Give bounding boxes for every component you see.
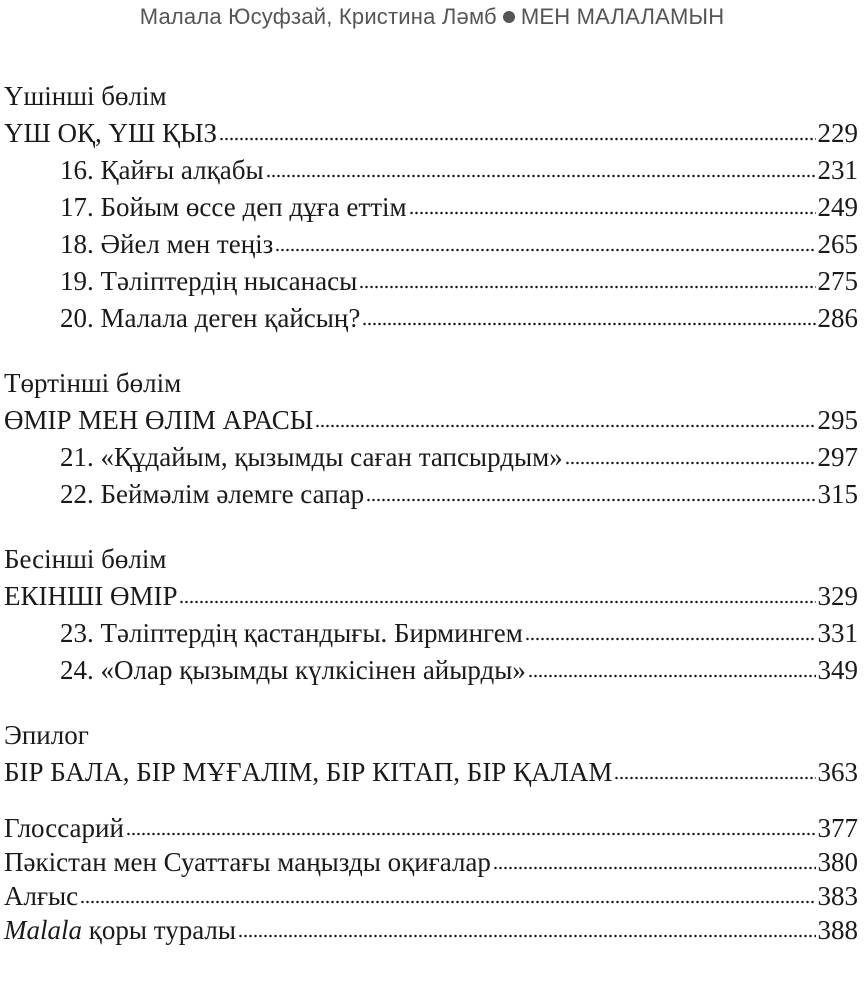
toc-entry-chapter[interactable] bbox=[4, 189, 858, 226]
toc-section-part-3 bbox=[4, 78, 858, 337]
dot-leader bbox=[366, 497, 815, 503]
toc-section-part-4 bbox=[4, 365, 858, 513]
running-head bbox=[0, 4, 864, 30]
toc-section-back-matter bbox=[4, 811, 858, 947]
table-of-contents bbox=[4, 78, 858, 975]
dot-leader bbox=[614, 775, 815, 781]
entry-page-number: 377 bbox=[817, 813, 858, 843]
dot-leader bbox=[525, 636, 816, 642]
entry-page-number: 231 bbox=[817, 155, 858, 185]
entry-title: 24. «Олар қызымды күлкісінен айырды» bbox=[60, 655, 526, 685]
part-label: Үшінші бөлім bbox=[4, 81, 167, 111]
entry-title: 16. Қайғы алқабы bbox=[60, 155, 264, 185]
entry-title: 18. Әйел мен теңіз bbox=[60, 229, 274, 259]
part-label: Эпилог bbox=[4, 720, 89, 750]
entry-page-number: 380 bbox=[817, 847, 858, 877]
entry-title: 17. Бойым өссе деп дұға еттім bbox=[60, 192, 407, 222]
running-head-book-title: МЕН МАЛАЛАМЫН bbox=[520, 4, 725, 29]
entry-page-number: 388 bbox=[817, 915, 858, 945]
entry-page-number: 315 bbox=[817, 479, 858, 509]
dot-leader bbox=[266, 173, 816, 179]
toc-entry-chapter[interactable] bbox=[4, 652, 858, 689]
toc-section-part-5 bbox=[4, 541, 858, 689]
dot-leader bbox=[275, 247, 815, 253]
toc-entry-chapter[interactable] bbox=[4, 226, 858, 263]
dot-leader bbox=[179, 599, 815, 605]
part-label: Бесінші бөлім bbox=[4, 544, 167, 574]
entry-page-number: 329 bbox=[817, 581, 858, 611]
toc-entry-part-title[interactable] bbox=[4, 578, 858, 615]
entry-title: 19. Тәліптердің нысанасы bbox=[60, 266, 358, 296]
toc-entry-chapter[interactable] bbox=[4, 152, 858, 189]
entry-title bbox=[4, 913, 236, 947]
toc-entry-back-matter[interactable] bbox=[4, 879, 858, 913]
toc-entry-part-title[interactable] bbox=[4, 402, 858, 439]
entry-title: 23. Тәліптердің қастандығы. Бирмингем bbox=[60, 618, 523, 648]
dot-leader bbox=[493, 865, 816, 871]
toc-entry-part-title[interactable] bbox=[4, 754, 858, 791]
toc-entry-chapter[interactable] bbox=[4, 439, 858, 476]
entry-title: Алғыс bbox=[4, 881, 79, 911]
toc-entry-back-matter[interactable] bbox=[4, 811, 858, 845]
toc-entry-part-title[interactable] bbox=[4, 115, 858, 152]
entry-page-number: 229 bbox=[817, 118, 858, 148]
dot-leader bbox=[409, 210, 816, 216]
toc-entry-chapter[interactable] bbox=[4, 263, 858, 300]
dot-leader bbox=[528, 673, 816, 679]
toc-section-epilogue bbox=[4, 717, 858, 791]
entry-title: ЕКІНШІ ӨМІР bbox=[4, 581, 178, 611]
dot-leader bbox=[565, 460, 816, 466]
entry-page-number: 331 bbox=[817, 618, 858, 648]
entry-title: Глоссарий bbox=[4, 813, 124, 843]
entry-title: 21. «Құдайым, қызымды саған тапсырдым» bbox=[60, 442, 563, 472]
dot-leader bbox=[238, 933, 815, 939]
bullet-dot-icon bbox=[503, 11, 515, 23]
entry-page-number: 383 bbox=[817, 881, 858, 911]
dot-leader bbox=[219, 136, 815, 142]
dot-leader bbox=[126, 831, 816, 837]
entry-page-number: 286 bbox=[817, 303, 858, 333]
entry-title: ҮШ ОҚ, ҮШ ҚЫЗ bbox=[4, 118, 218, 148]
running-head-authors: Малала Юсуфзай, Кристина Ләмб bbox=[139, 4, 497, 29]
toc-entry-back-matter[interactable] bbox=[4, 845, 858, 879]
entry-title: Пәкістан мен Суаттағы маңызды оқиғалар bbox=[4, 847, 491, 877]
toc-entry-back-matter[interactable] bbox=[4, 913, 858, 947]
dot-leader bbox=[359, 284, 815, 290]
entry-title: ӨМІР МЕН ӨЛІМ АРАСЫ bbox=[4, 405, 314, 435]
entry-title: БІР БАЛА, БІР МҰҒАЛІМ, БІР КІТАП, БІР ҚАЛАМ bbox=[4, 757, 613, 787]
dot-leader bbox=[362, 321, 815, 327]
entry-title-italic: Malala bbox=[4, 915, 82, 945]
part-label: Төртінші бөлім bbox=[4, 368, 182, 398]
entry-page-number: 349 bbox=[817, 655, 858, 685]
toc-entry-chapter[interactable] bbox=[4, 476, 858, 513]
dot-leader bbox=[80, 899, 815, 905]
dot-leader bbox=[315, 423, 815, 429]
entry-page-number: 295 bbox=[817, 405, 858, 435]
entry-title-rest: қоры туралы bbox=[82, 915, 237, 945]
toc-entry-chapter[interactable] bbox=[4, 300, 858, 337]
entry-title: 20. Малала деген қайсың? bbox=[60, 303, 361, 333]
entry-page-number: 363 bbox=[817, 757, 858, 787]
entry-page-number: 275 bbox=[817, 266, 858, 296]
entry-title: 22. Беймәлім әлемге сапар bbox=[60, 479, 365, 509]
entry-page-number: 249 bbox=[817, 192, 858, 222]
toc-entry-chapter[interactable] bbox=[4, 615, 858, 652]
entry-page-number: 297 bbox=[817, 442, 858, 472]
entry-page-number: 265 bbox=[817, 229, 858, 259]
